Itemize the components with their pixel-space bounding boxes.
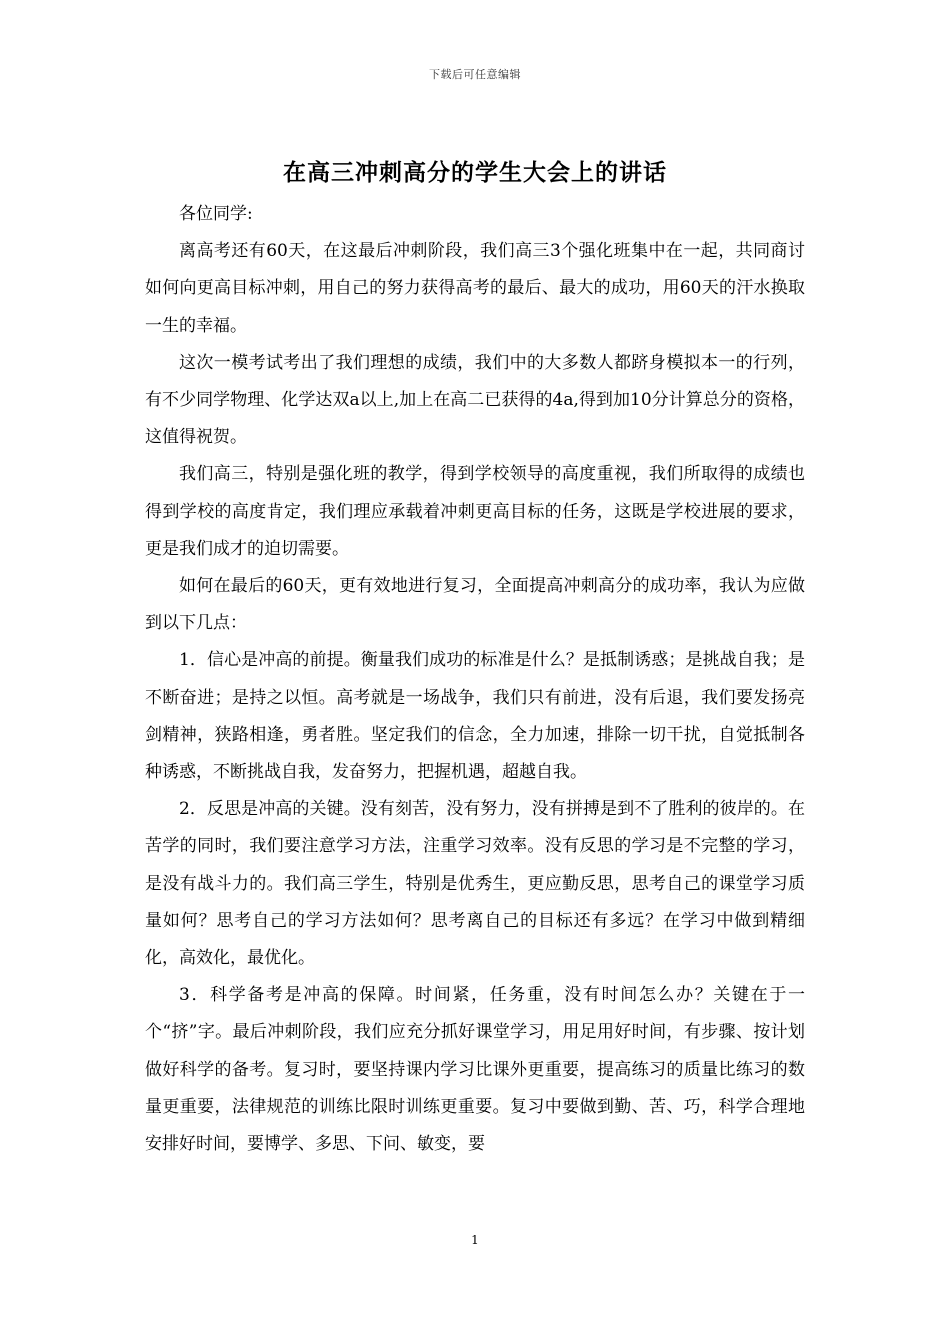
paragraph: 我们高三，特别是强化班的教学，得到学校领导的高度重视，我们所取得的成绩也得到学校的高度肯定，我们理应承载着冲刺更高目标的任务，这既是学校进展的要求，更是我们成才的迫切需要。	[145, 464, 805, 559]
paragraph-point-1: 1．信心是冲高的前提。衡量我们成功的标准是什么？是抵制诱惑；是挑战自我；是不断奋进；是持之以恒。高考就是一场战争，我们只有前进，没有后退，我们要发扬亮剑精神，狭路相逢，勇者胜。坚定我们的信念，全力加速，排除一切干扰，自觉抵制各种诱惑，不断挑战自我，发奋努力，把握机遇，超越自我。	[145, 650, 805, 783]
paragraph: 这次一模考试考出了我们理想的成绩，我们中的大多数人都跻身模拟本一的行列，有不少同学物理、化学达双a以上,加上在高二已获得的4a,得到加10分计算总分的资格，这值得祝贺。	[145, 352, 805, 448]
paragraph: 离高考还有60天，在这最后冲刺阶段，我们高三3个强化班集中在一起，共同商讨如何向更高目标冲刺，用自己的努力获得高考的最后、最大的成功，用60天的汗水换取一生的幸福。	[145, 241, 805, 336]
page-title: 在高三冲刺高分的学生大会上的讲话	[283, 159, 667, 186]
paragraph: 如何在最后的60天，更有效地进行复习，全面提高冲刺高分的成功率，我认为应做到以下几点：	[145, 576, 805, 634]
header-note: 下载后可任意编辑	[429, 68, 521, 81]
document-body	[145, 196, 805, 1163]
paragraph-point-2: 2．反思是冲高的关键。没有刻苦，没有努力，没有拼搏是到不了胜利的彼岸的。在苦学的同时，我们要注意学习方法，注重学习效率。没有反思的学习是不完整的学习，是没有战斗力的。我们高三学生，特别是优秀生，更应勤反思，思考自己的课堂学习质量如何？思考自己的学习方法如何？思考离自己的目标还有多远？在学习中做到精细化，高效化，最优化。	[145, 799, 805, 969]
page-number: 1	[471, 1233, 479, 1247]
paragraph-point-3: 3．科学备考是冲高的保障。时间紧，任务重，没有时间怎么办？关键在于一个“挤”字。最后冲刺阶段，我们应充分抓好课堂学习，用足用好时间，有步骤、按计划做好科学的备考。复习时，要坚持课内学习比课外更重要，提高练习的质量比练习的数量更重要，法律规范的训练比限时训练更重要。复习中要做到勤、苦、巧，科学合理地安排好时间，要博学、多思、下问、敏变，要	[145, 985, 805, 1155]
salutation: 各位同学:	[179, 204, 253, 224]
